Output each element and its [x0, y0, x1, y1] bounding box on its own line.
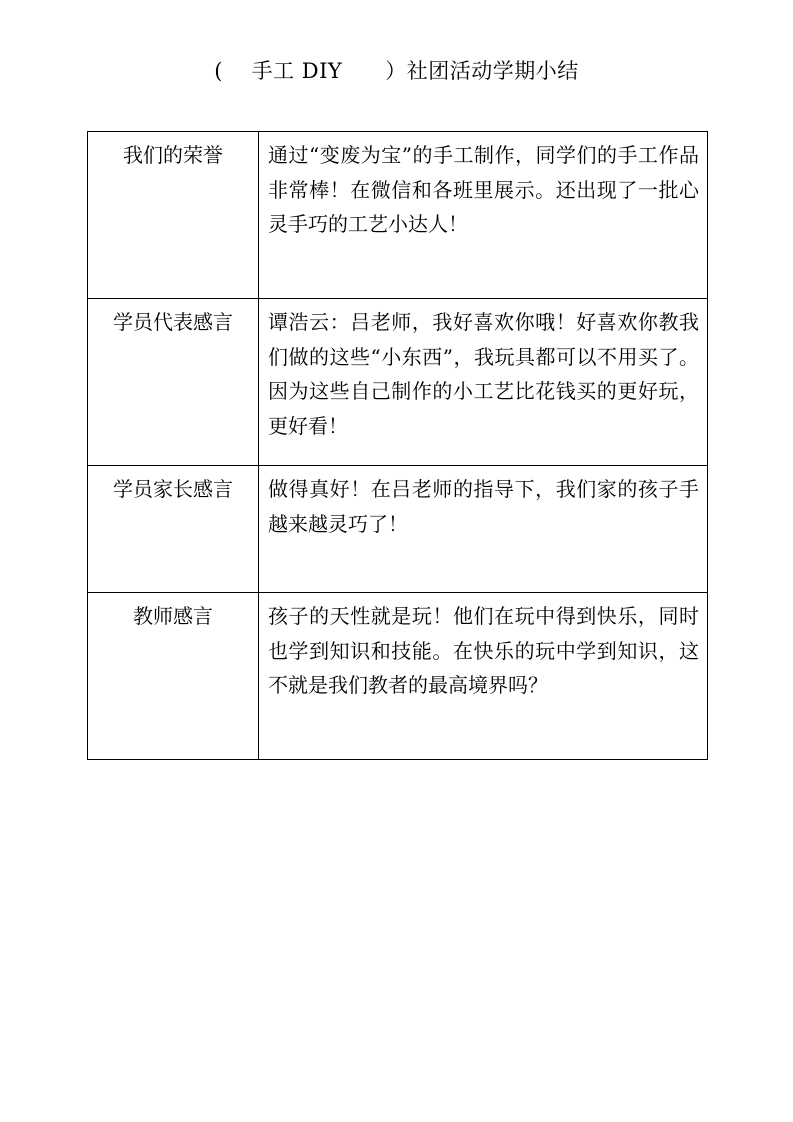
row-content-parent-remarks: 做得真好！在吕老师的指导下，我们家的孩子手越来越灵巧了！	[259, 466, 708, 593]
table-row-honor	[88, 132, 708, 299]
summary-table	[87, 131, 708, 760]
page-title: ( 手工 DIY ）社团活动学期小结	[214, 59, 579, 83]
table-row-parent-remarks	[88, 466, 708, 593]
table-row-teacher-remarks	[88, 593, 708, 760]
row-label-honor: 我们的荣誉	[88, 132, 259, 299]
row-label-teacher-remarks: 教师感言	[88, 593, 259, 760]
row-content-teacher-remarks: 孩子的天性就是玩！他们在玩中得到快乐，同时也学到知识和技能。在快乐的玩中学到知识，这不就是我们教者的最高境界吗？	[259, 593, 708, 760]
row-content-honor: 通过“变废为宝”的手工制作，同学们的手工作品非常棒！在微信和各班里展示。还出现了一批心灵手巧的工艺小达人！	[259, 132, 708, 299]
row-content-student-remarks: 谭浩云：吕老师，我好喜欢你哦！好喜欢你教我们做的这些“小东西”，我玩具都可以不用买了。因为这些自己制作的小工艺比花钱买的更好玩，更好看！	[259, 299, 708, 466]
table-row-student-remarks	[88, 299, 708, 466]
row-label-parent-remarks: 学员家长感言	[88, 466, 259, 593]
row-label-student-remarks: 学员代表感言	[88, 299, 259, 466]
